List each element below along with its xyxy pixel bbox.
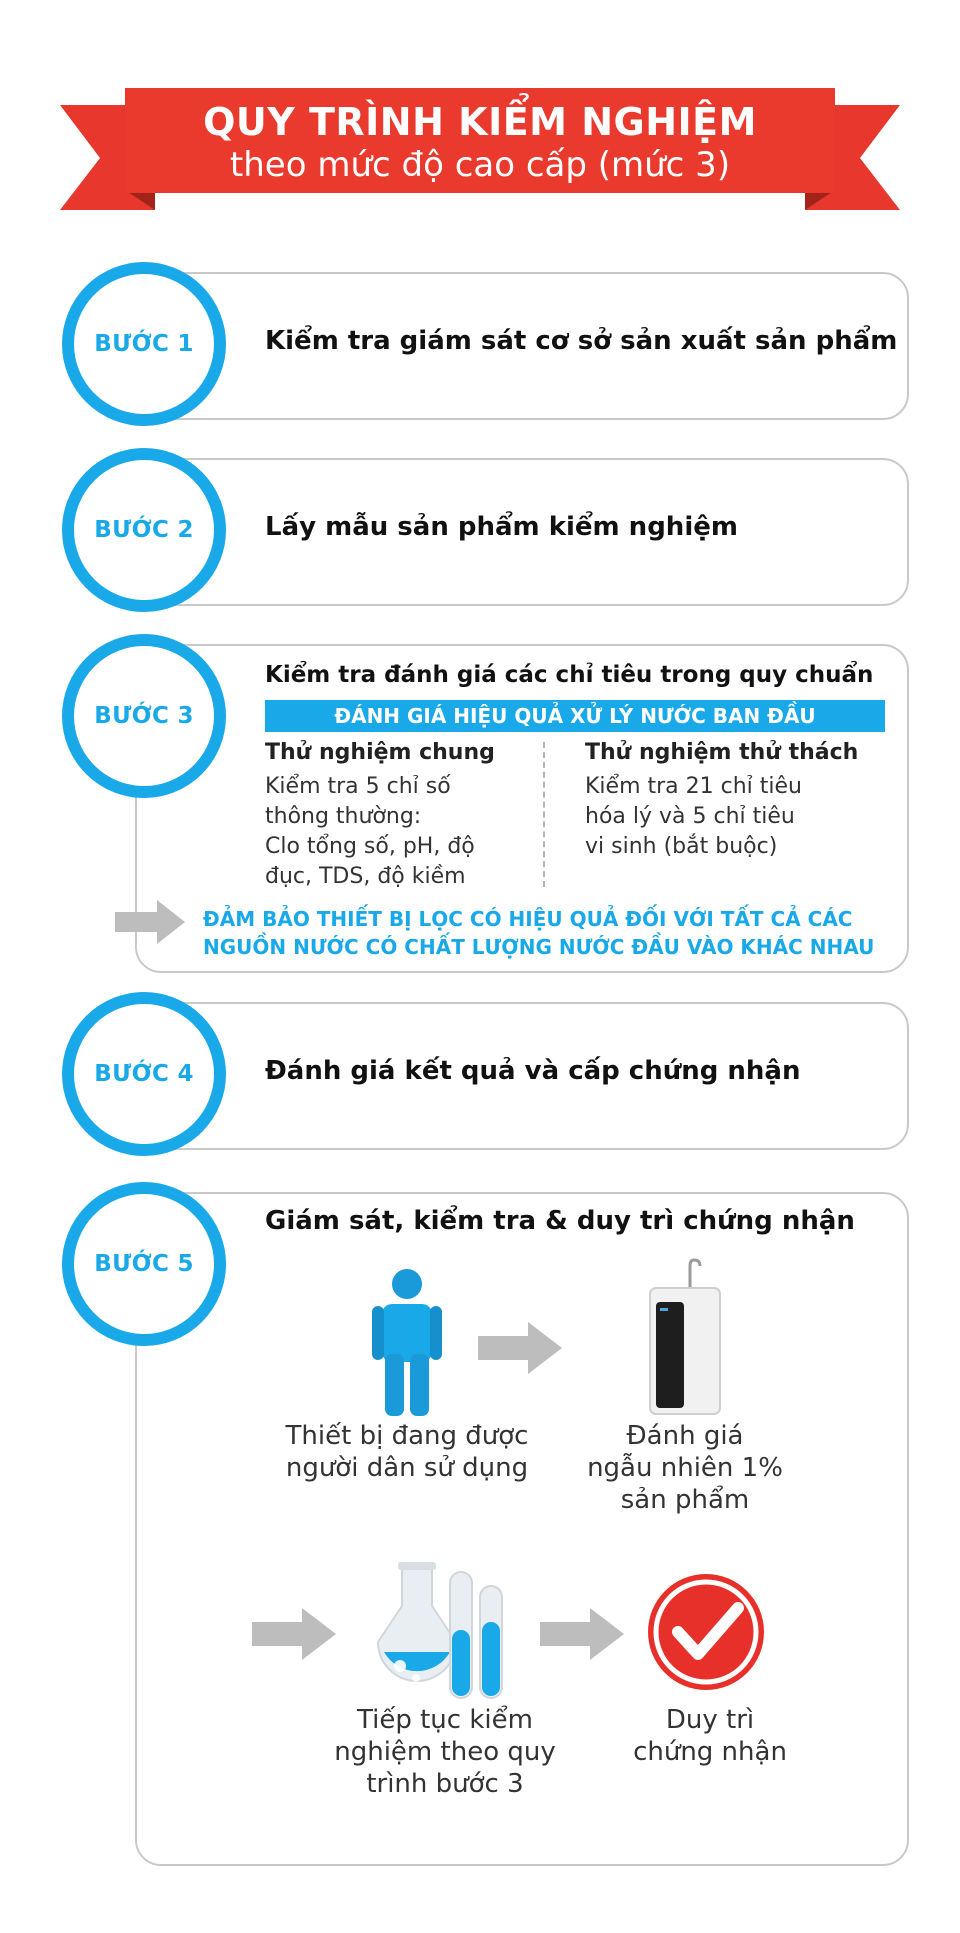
caption-line: người dân sử dụng <box>285 1453 529 1483</box>
challenge-test-line: hóa lý và 5 chỉ tiêu <box>585 804 795 829</box>
step-5-caption-3 <box>300 1704 590 1800</box>
caption-line: ngẫu nhiên 1% <box>587 1453 783 1483</box>
caption-line: Duy trì <box>665 1705 755 1735</box>
water-purifier-icon <box>648 1258 722 1416</box>
banner-title: QUY TRÌNH KIỂM NGHIỆM <box>203 100 757 144</box>
step-3-banner-bar: ĐÁNH GIÁ HIỆU QUẢ XỬ LÝ NƯỚC BAN ĐẦU <box>265 700 885 732</box>
step-2-label: BƯỚC 2 <box>94 517 194 543</box>
step-3-note-line: NGUỒN NƯỚC CÓ CHẤT LƯỢNG NƯỚC ĐẦU VÀO KHÁC NHAU <box>203 935 875 959</box>
general-test-line: đục, TDS, độ kiềm <box>265 864 466 889</box>
checkmark-icon <box>646 1572 766 1692</box>
step-3-title: Kiểm tra đánh giá các chỉ tiêu trong quy chuẩn <box>265 662 874 688</box>
step-5-badge <box>62 1182 226 1346</box>
step-3-label: BƯỚC 3 <box>94 703 194 729</box>
caption-line: Tiếp tục kiểm <box>357 1705 533 1735</box>
step-4-label: BƯỚC 4 <box>94 1061 194 1087</box>
step-4-badge <box>62 992 226 1156</box>
banner-subtitle: theo mức độ cao cấp (mức 3) <box>229 145 731 185</box>
general-test-line: Kiểm tra 5 chỉ số <box>265 774 451 799</box>
challenge-test-text <box>585 772 885 862</box>
challenge-test-line: Kiểm tra 21 chỉ tiêu <box>585 774 802 799</box>
caption-line: Thiết bị đang được <box>285 1421 529 1451</box>
step-3-badge <box>62 634 226 798</box>
step-5-label: BƯỚC 5 <box>94 1251 194 1277</box>
step-1-label: BƯỚC 1 <box>94 331 194 357</box>
step-5-title: Giám sát, kiểm tra & duy trì chứng nhận <box>265 1206 855 1236</box>
step-3-note <box>203 905 893 961</box>
column-divider <box>543 742 545 887</box>
step-1-title: Kiểm tra giám sát cơ sở sản xuất sản phẩm <box>265 326 898 356</box>
general-test-line: thông thường: <box>265 804 422 829</box>
general-test-line: Clo tổng số, pH, độ <box>265 834 475 859</box>
challenge-test-line: vi sinh (bắt buộc) <box>585 834 778 859</box>
caption-line: nghiệm theo quy <box>334 1737 556 1767</box>
caption-line: trình bước 3 <box>366 1769 524 1799</box>
step-5-caption-1 <box>262 1420 552 1484</box>
step-5-caption-2 <box>570 1420 800 1516</box>
person-icon <box>372 1268 442 1416</box>
step-2-title: Lấy mẫu sản phẩm kiểm nghiệm <box>265 512 738 542</box>
caption-line: sản phẩm <box>620 1485 750 1515</box>
general-test-text <box>265 772 525 892</box>
arrow-right-icon <box>252 1606 338 1662</box>
caption-line: Đánh giá <box>626 1421 744 1451</box>
general-test-heading: Thử nghiệm chung <box>265 740 495 765</box>
step-4-title: Đánh giá kết quả và cấp chứng nhận <box>265 1056 801 1086</box>
step-2-badge <box>62 448 226 612</box>
step-5-caption-4 <box>600 1704 820 1768</box>
arrow-right-icon <box>115 898 187 946</box>
caption-line: chứng nhận <box>633 1737 787 1767</box>
step-3-note-line: ĐẢM BẢO THIẾT BỊ LỌC CÓ HIỆU QUẢ ĐỐI VỚI TẤT CẢ CÁC <box>203 907 853 931</box>
arrow-right-icon <box>540 1606 626 1662</box>
lab-flask-icon <box>372 1560 512 1700</box>
challenge-test-heading: Thử nghiệm thử thách <box>585 740 859 765</box>
arrow-right-icon <box>478 1320 564 1376</box>
step-1-badge <box>62 262 226 426</box>
